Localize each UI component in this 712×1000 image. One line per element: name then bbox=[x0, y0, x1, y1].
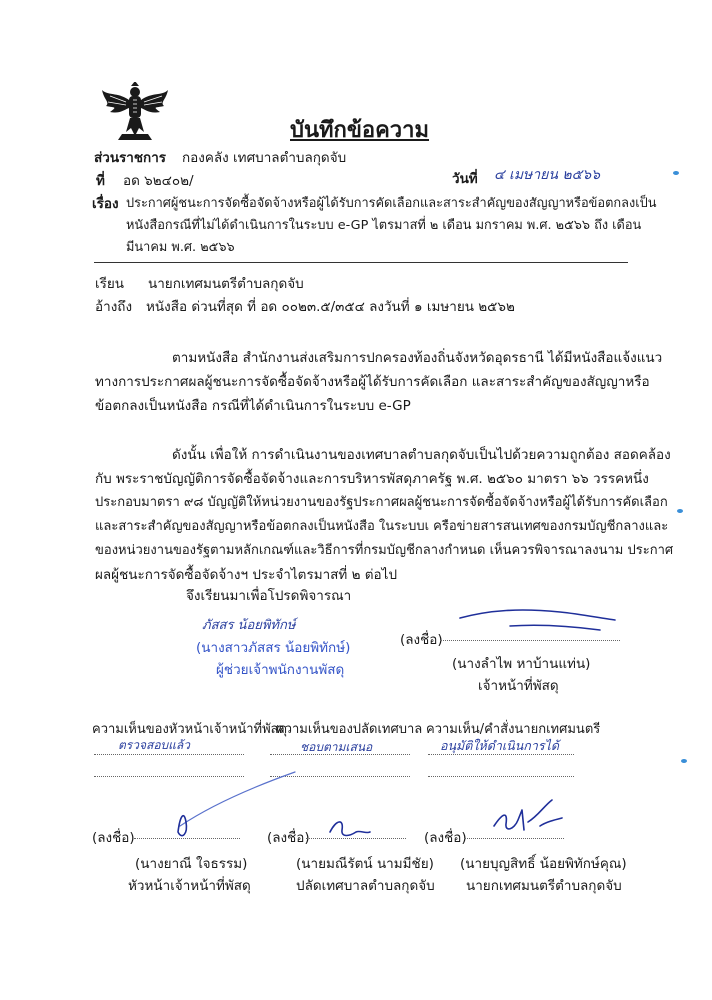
officer-sign-label: (ลงชื่อ) bbox=[400, 632, 443, 648]
garuda-emblem-icon bbox=[100, 82, 170, 146]
header-divider bbox=[94, 262, 628, 263]
subject-line-3: มีนาคม พ.ศ. ๒๕๖๖ bbox=[126, 240, 235, 255]
subject-line-1: ประกาศผู้ชนะการจัดซื้อจัดจ้างหรือผู้ได้รับการคัดเลือกและสาระสำคัญของสัญญาหรือข้อตกลงเป็น bbox=[126, 196, 657, 211]
assistant-position: ผู้ช่วยเจ้าพนักงานพัสดุ bbox=[216, 662, 345, 678]
opinion-mayor-handwriting: อนุมัติให้ดำเนินการได้ bbox=[440, 738, 559, 753]
agency-value: กองคลัง เทศบาลตำบลกุดจับ bbox=[182, 150, 347, 166]
body-para1-line-1: ตามหนังสือ สำนักงานส่งเสริมการปกครองท้องถิ่นจังหวัดอุดรธานี ได้มีหนังสือแจ้งแนว bbox=[172, 350, 663, 366]
subject-label: เรื่อง bbox=[92, 196, 119, 212]
opinion-deputy-handwriting: ชอบตามเสนอ bbox=[300, 740, 373, 754]
ref-number: อด ๖๒๔๐๒/ bbox=[123, 173, 194, 189]
body-para1-line-2: ทางการประกาศผลผู้ชนะการจัดซื้อจัดจ้างหรือผู้ได้รับการคัดเลือก และสาระสำคัญของสัญญาหรือ bbox=[95, 374, 650, 390]
closing-line: จึงเรียนมาเพื่อโปรดพิจารณา bbox=[186, 588, 352, 604]
officer-signature-icon bbox=[450, 600, 620, 640]
body-para2-line-6: ผลผู้ชนะการจัดซื้อจัดจ้างฯ ประจำไตรมาสที่ ๒ ต่อไป bbox=[95, 567, 398, 583]
supply-chief-sign-line bbox=[134, 838, 240, 839]
date-label: วันที่ bbox=[452, 171, 478, 187]
opinion-header-supply-chief: ความเห็นของหัวหน้าเจ้าหน้าที่พัสดุ bbox=[92, 722, 288, 737]
deputy-sign-line bbox=[306, 838, 406, 839]
mayor-sign-label: (ลงชื่อ) bbox=[424, 830, 467, 846]
subject-line-2: หนังสือกรณีที่ไม่ได้ดำเนินการในระบบ e-GP ไตรมาสที่ ๒ เดือน มกราคม พ.ศ. ๒๕๖๖ ถึง เดือน bbox=[126, 218, 642, 233]
mayor-sign-line bbox=[464, 838, 564, 839]
agency-label: ส่วนราชการ bbox=[94, 150, 167, 166]
margin-ink-dot-icon bbox=[672, 170, 680, 176]
mayor-position: นายกเทศมนตรีตำบลกุดจับ bbox=[466, 878, 622, 894]
reference-label: อ้างถึง bbox=[95, 299, 133, 315]
opinion-line-2a bbox=[270, 754, 410, 755]
supply-chief-sign-label: (ลงชื่อ) bbox=[92, 830, 135, 846]
opinion-line-1a bbox=[94, 754, 244, 755]
reference-value: หนังสือ ด่วนที่สุด ที่ อด ๐๐๒๓.๕/๓๕๔ ลงวันที่ ๑ เมษายน ๒๕๖๒ bbox=[146, 299, 515, 315]
body-para2-line-3: ประกอบมาตรา ๙๘ บัญญัติให้หน่วยงานของรัฐประกาศผลผู้ชนะการจัดซื้อจัดจ้างหรือผู้ได้รับการคัดเลือก bbox=[95, 495, 668, 510]
opinion-supply-chief-handwriting: ตรวจสอบแล้ว bbox=[118, 738, 190, 752]
page-title: บันทึกข้อความ bbox=[290, 118, 430, 143]
supply-chief-position: หัวหน้าเจ้าหน้าที่พัสดุ bbox=[128, 878, 251, 894]
mayor-signature-icon bbox=[488, 796, 568, 842]
margin-ink-dot-icon bbox=[676, 508, 684, 514]
officer-position: เจ้าหน้าที่พัสดุ bbox=[478, 678, 559, 694]
date-value: ๔ เมษายน ๒๕๖๖ bbox=[494, 167, 600, 183]
assistant-name: (นางสาวภัสสร น้อยพิทักษ์) bbox=[196, 640, 351, 656]
deputy-position: ปลัดเทศบาลตำบลกุดจับ bbox=[296, 878, 435, 894]
body-para2-line-2: กับ พระราชบัญญัติการจัดซื้อจัดจ้างและการบริหารพัสดุภาครัฐ พ.ศ. ๒๕๖๐ มาตรา ๖๖ วรรคหนึ่ง bbox=[95, 471, 649, 487]
deputy-name: (นายมณีรัตน์ นามมีชัย) bbox=[296, 856, 434, 872]
officer-sign-line bbox=[440, 640, 620, 641]
opinion-line-3b bbox=[428, 776, 574, 777]
opinion-header-deputy: ความเห็นของปลัดเทศบาล bbox=[276, 722, 423, 737]
ref-label: ที่ bbox=[96, 173, 105, 189]
body-para2-line-1: ดังนั้น เพื่อให้ การดำเนินงานของเทศบาลตำบลกุดจับเป็นไปด้วยความถูกต้อง สอดคล้อง bbox=[172, 447, 671, 463]
body-para2-line-5: ของหน่วยงานของรัฐตามหลักเกณฑ์และวิธีการที่กรมบัญชีกลางกำหนด เห็นควรพิจารณาลงนาม ประกาศ bbox=[95, 543, 674, 558]
opinion-header-mayor: ความเห็น/คำสั่งนายกเทศมนตรี bbox=[426, 722, 601, 737]
to-value: นายกเทศมนตรีตำบลกุดจับ bbox=[148, 276, 304, 292]
assistant-signature-scribble: ภัสสร น้อยพิทักษ์ bbox=[202, 618, 296, 633]
body-para1-line-3: ข้อตกลงเป็นหนังสือ กรณีที่ได้ดำเนินการในระบบ e-GP bbox=[95, 398, 411, 414]
supply-chief-name: (นางยาณี ใจธรรม) bbox=[135, 856, 248, 872]
body-para2-line-4: และสาระสำคัญของสัญญาหรือข้อตกลงเป็นหนังสือ ในระบบเ ครือข่ายสารสนเทศของกรมบัญชีกลางและ bbox=[95, 519, 669, 534]
deputy-signature-icon bbox=[326, 814, 376, 844]
mayor-name: (นายบุญสิทธิ์ น้อยพิทักษ์คุณ) bbox=[460, 856, 627, 872]
margin-ink-dot-icon bbox=[680, 758, 688, 764]
opinion-line-3a bbox=[428, 754, 574, 755]
officer-name: (นางลำไพ หาบ้านแท่น) bbox=[452, 656, 591, 672]
to-label: เรียน bbox=[95, 276, 125, 292]
deputy-sign-label: (ลงชื่อ) bbox=[267, 830, 310, 846]
